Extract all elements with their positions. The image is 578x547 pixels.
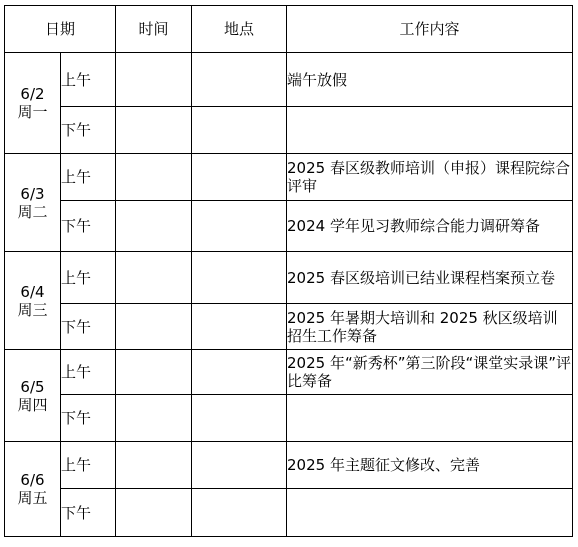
- date-cell: [5, 442, 61, 537]
- time-cell: [116, 350, 192, 395]
- time-cell: [116, 201, 192, 252]
- weekday-text: 周四: [17, 395, 48, 414]
- weekday-text: 周五: [17, 489, 48, 507]
- content-cell: 2025 春区级教师培训（申报）课程院综合评审: [287, 154, 573, 201]
- table-row: [5, 107, 573, 154]
- content-cell: 端午放假: [287, 53, 573, 107]
- time-cell: [116, 107, 192, 154]
- header-row: [5, 6, 573, 53]
- table-row: [5, 442, 573, 489]
- date-text: 6/6: [20, 471, 45, 489]
- time-cell: [116, 304, 192, 350]
- am-label: 上午: [61, 442, 116, 489]
- weekday-text: 周一: [17, 103, 48, 121]
- place-cell: [192, 442, 287, 489]
- header-time: 时间: [116, 6, 192, 53]
- date-text: 6/2: [20, 85, 45, 103]
- date-cell: [5, 154, 61, 252]
- weekly-schedule-table: [4, 5, 573, 537]
- pm-label: 下午: [61, 201, 116, 252]
- place-cell: [192, 489, 287, 537]
- place-cell: [192, 53, 287, 107]
- place-cell: [192, 304, 287, 350]
- date-text: 6/3: [20, 184, 45, 203]
- am-label: 上午: [61, 154, 116, 201]
- am-label: 上午: [61, 350, 116, 395]
- pm-label: 下午: [61, 107, 116, 154]
- place-cell: [192, 107, 287, 154]
- place-cell: [192, 252, 287, 304]
- place-cell: [192, 154, 287, 201]
- header-date: 日期: [5, 6, 116, 53]
- pm-label: 下午: [61, 489, 116, 537]
- place-cell: [192, 201, 287, 252]
- date-text: 6/4: [20, 282, 45, 301]
- date-cell: [5, 53, 61, 154]
- time-cell: [116, 442, 192, 489]
- header-place: 地点: [192, 6, 287, 53]
- table-row: [5, 304, 573, 350]
- table-row: [5, 154, 573, 201]
- pm-label: 下午: [61, 304, 116, 350]
- header-content: 工作内容: [287, 6, 573, 53]
- content-cell: [287, 395, 573, 442]
- place-cell: [192, 350, 287, 395]
- date-cell: [5, 350, 61, 442]
- table-row: [5, 350, 573, 395]
- date-cell: [5, 252, 61, 350]
- time-cell: [116, 53, 192, 107]
- content-cell: 2025 春区级培训已结业课程档案预立卷: [287, 252, 573, 304]
- time-cell: [116, 252, 192, 304]
- content-cell: 2024 学年见习教师综合能力调研筹备: [287, 201, 573, 252]
- pm-label: 下午: [61, 395, 116, 442]
- table-row: [5, 489, 573, 537]
- place-cell: [192, 395, 287, 442]
- content-cell: [287, 489, 573, 537]
- table-row: [5, 395, 573, 442]
- am-label: 上午: [61, 53, 116, 107]
- time-cell: [116, 154, 192, 201]
- table-row: [5, 53, 573, 107]
- am-label: 上午: [61, 252, 116, 304]
- time-cell: [116, 489, 192, 537]
- table-row: [5, 201, 573, 252]
- content-cell: [287, 107, 573, 154]
- content-cell: 2025 年主题征文修改、完善: [287, 442, 573, 489]
- time-cell: [116, 395, 192, 442]
- date-text: 6/5: [20, 377, 45, 396]
- table-row: [5, 252, 573, 304]
- weekday-text: 周二: [17, 202, 48, 221]
- content-cell: 2025 年暑期大培训和 2025 秋区级培训招生工作筹备: [287, 304, 573, 350]
- content-cell: 2025 年“新秀杯”第三阶段“课堂实录课”评比筹备: [287, 350, 573, 395]
- weekday-text: 周三: [17, 300, 48, 319]
